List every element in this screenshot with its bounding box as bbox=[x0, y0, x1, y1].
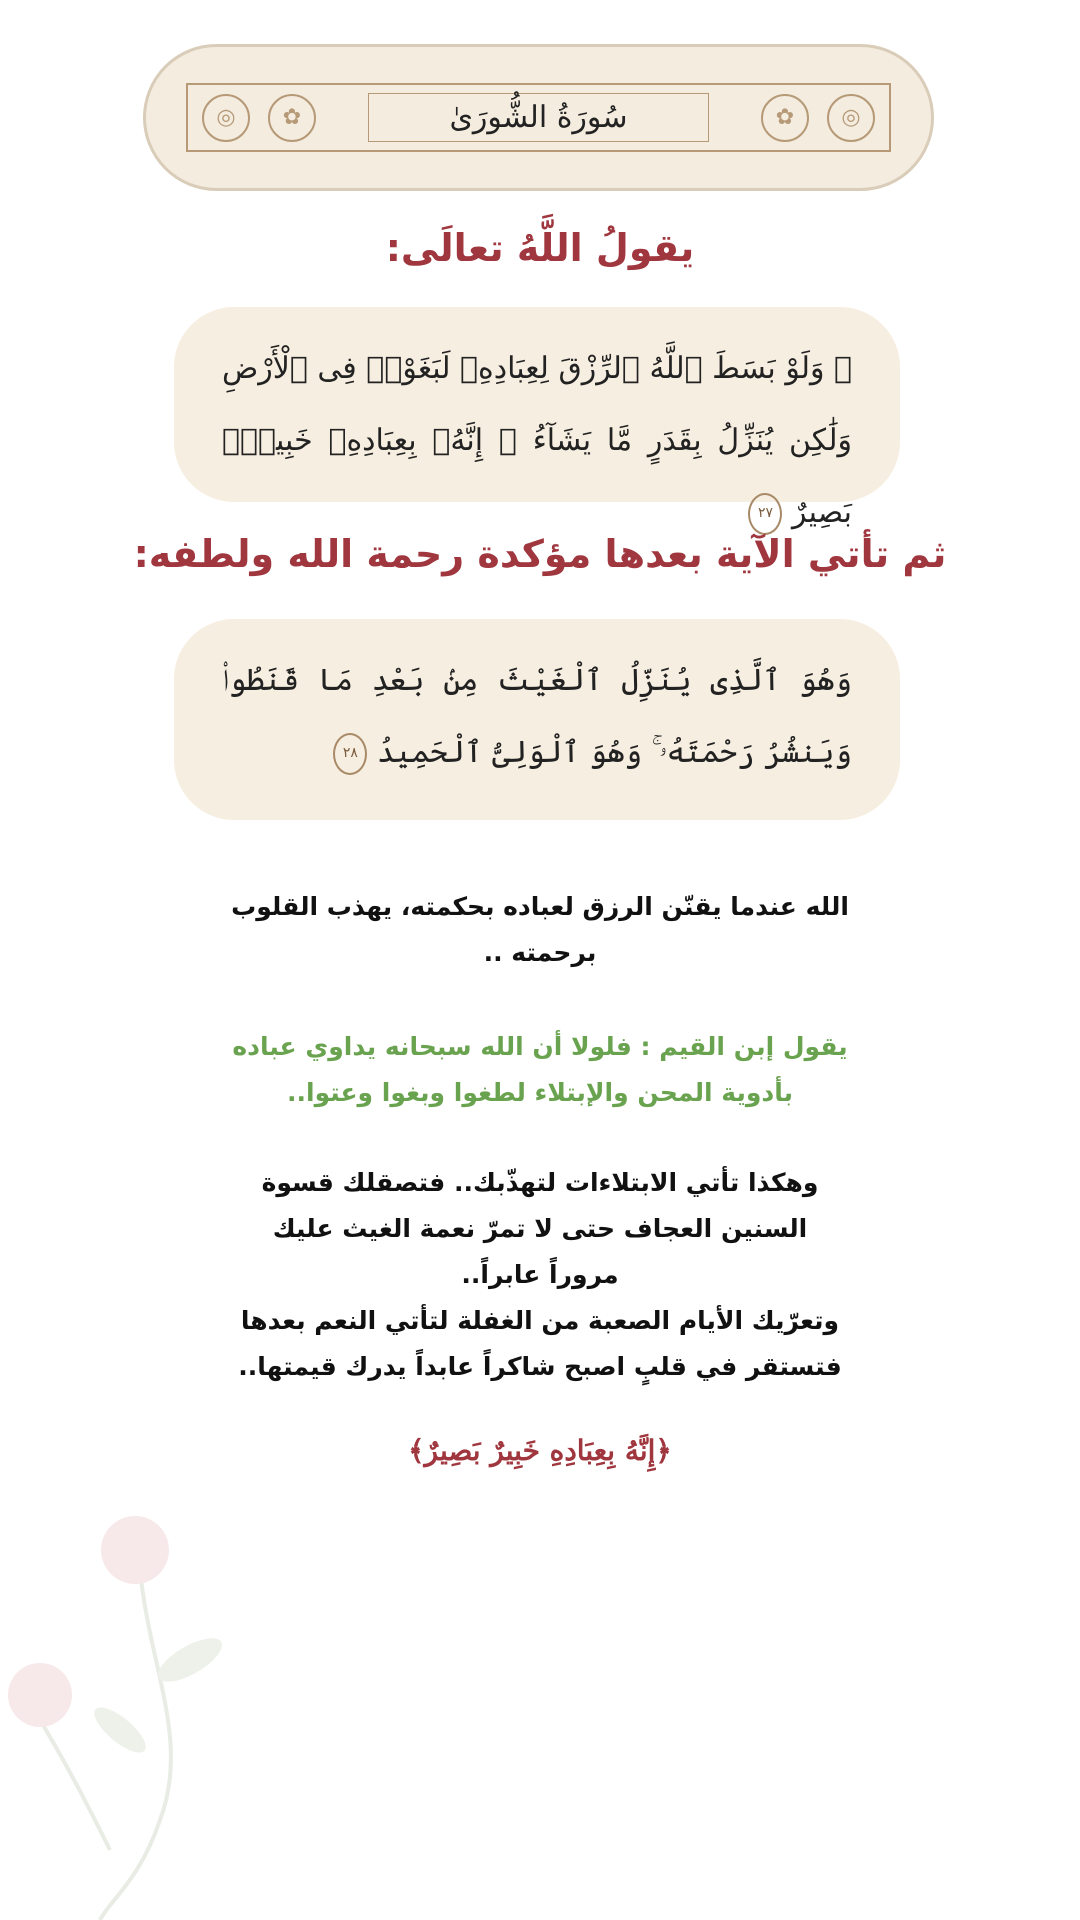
text-line: برحمته .. bbox=[483, 938, 597, 967]
verse-text: ۞ وَلَوْ بَسَطَ ٱللَّهُ ٱلرِّزْقَ لِعِبَادِهِۦ لَبَغَوْا۟ فِى ٱلْأَرْضِ وَلَٰكِن يُنَزِّلُ بِقَدَرٍ مَّا يَشَآءُ ۚ إِنَّهُۥ بِعِبَادِهِۦ خَبِيرٌۢ بَصِيرٌ bbox=[222, 351, 852, 530]
ornament-icon: ◎ bbox=[202, 94, 250, 142]
surah-name: سُورَةُ الشُّورَىٰ bbox=[449, 100, 628, 135]
flower-decoration-icon bbox=[0, 1490, 240, 1920]
ayah-number-badge: ٢٨ bbox=[333, 733, 367, 775]
quote-ibn-qayyim bbox=[180, 1024, 900, 1116]
surah-header-banner bbox=[143, 44, 934, 191]
verse-card-28 bbox=[174, 619, 900, 820]
verse-text: وَهُوَ ٱلَّذِى يُنَزِّلُ ٱلْغَيْثَ مِنۢ بَعْدِ مَا قَنَطُوا۟ وَيَنشُرُ رَحْمَتَهُۥ ۚ وَهُوَ ٱلْوَلِىُّ ٱلْحَمِيدُ bbox=[222, 663, 852, 770]
text-line: الله عندما يقنّن الرزق لعباده بحكمته، يهذب القلوب bbox=[231, 892, 849, 921]
paragraph-rizq bbox=[180, 884, 900, 976]
text-line: يقول إبن القيم : فلولا أن الله سبحانه يداوي عباده bbox=[232, 1032, 848, 1061]
heading-next-verse: ثم تأتي الآية بعدها مؤكدة رحمة الله ولطفه: bbox=[133, 532, 947, 576]
text-line: بأدوية المحن والإبتلاء لطغوا وبغوا وعتوا.. bbox=[287, 1078, 793, 1107]
text-line: وتعرّيك الأيام الصعبة من الغفلة لتأتي النعم بعدها bbox=[240, 1306, 840, 1335]
ayah-number-badge: ٢٧ bbox=[748, 493, 782, 535]
ornament-icon: ◎ bbox=[827, 94, 875, 142]
verse-card-27 bbox=[174, 307, 900, 530]
surah-frame bbox=[186, 83, 891, 152]
paragraph-trials bbox=[180, 1160, 900, 1390]
closing-verse: ﴿إِنَّهُ بِعِبَادِهِ خَبِيرٌ بَصِيرٌ﴾ bbox=[408, 1434, 672, 1467]
text-line: وهكذا تأتي الابتلاءات لتهذّبك.. فتصقلك قسوة bbox=[261, 1168, 819, 1197]
heading-allah-says: يقولُ اللَّهُ تعالَى: bbox=[385, 226, 695, 270]
flower-ornament-icon: ✿ bbox=[268, 94, 316, 142]
text-line: فتستقر في قلبٍ اصبح شاكراً عابداً يدرك قيمتها.. bbox=[238, 1352, 842, 1381]
text-line: السنين العجاف حتى لا تمرّ نعمة الغيث عليك bbox=[272, 1214, 808, 1243]
text-line: مروراً عابراً.. bbox=[461, 1260, 619, 1289]
flower-ornament-icon: ✿ bbox=[761, 94, 809, 142]
